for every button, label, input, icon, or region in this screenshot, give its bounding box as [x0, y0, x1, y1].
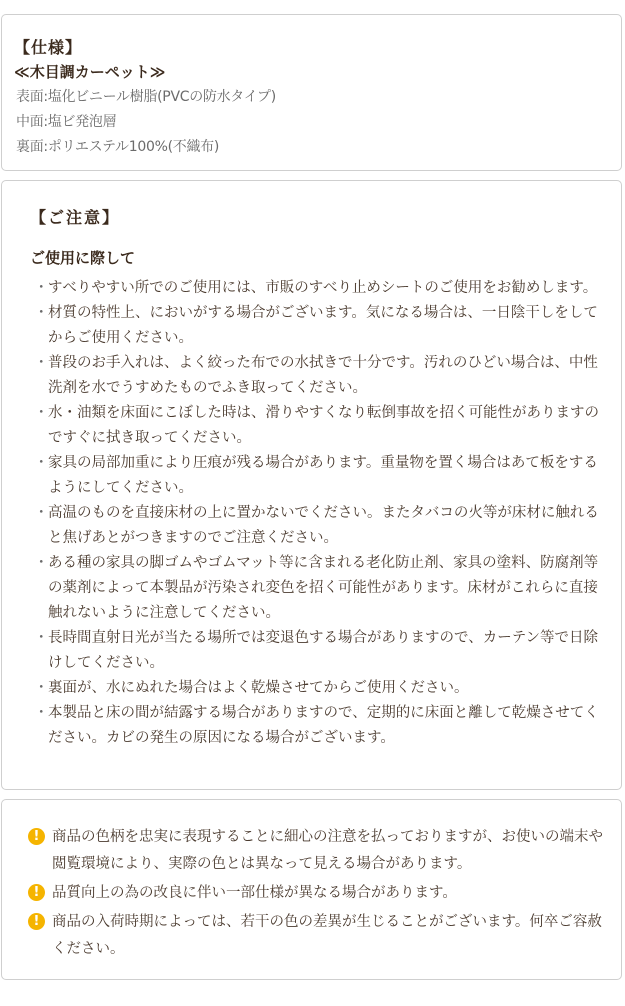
- caution-heading: 【ご注意】: [30, 208, 121, 227]
- caution-list: [32, 276, 612, 751]
- notice-item: ! 品質向上の為の改良に伴い一部仕様が異なる場合があります。: [28, 880, 608, 907]
- caution-item: ・ すべりやすい所でのご使用には、市販のすべり止めシートのご使用をお勧めします。: [32, 276, 612, 301]
- bullet-dot: ・: [34, 455, 49, 471]
- caution-subheading: ご使用に際して: [30, 249, 136, 267]
- bullet-dot: ・: [34, 505, 49, 521]
- warning-icon: !: [28, 913, 45, 930]
- warning-icon: !: [28, 884, 45, 901]
- notice-item: ! 商品の入荷時期によっては、若干の色の差異が生じることがございます。何卒ご容赦ください。: [28, 909, 608, 963]
- notice-list: [28, 824, 608, 965]
- bullet-dot: ・: [34, 355, 49, 371]
- caution-item: ・ 裏面が、水にぬれた場合はよく乾燥させてからご使用ください。: [32, 676, 612, 701]
- bullet-dot: ・: [34, 280, 49, 296]
- bullet-dot: ・: [34, 630, 49, 646]
- spec-line-surface: 表面:塩化ビニール樹脂(PVCの防水タイプ): [16, 89, 276, 105]
- caution-item: ・ 高温のものを直接床材の上に置かないでください。またタバコの火等が床材に触れると焦げあとがつきますのでご注意ください。: [32, 501, 612, 551]
- spec-line-back: 裏面:ポリエステル100%(不織布): [16, 139, 220, 155]
- caution-item: ・ 家具の局部加重により圧痕が残る場合があります。重量物を置く場合はあて板をするようにしてください。: [32, 451, 612, 501]
- caution-item: ・ ある種の家具の脚ゴムやゴムマット等に含まれる老化防止剤、家具の塗料、防腐剤等の薬剤によって本製品が汚染され変色を招く可能性があります。床材がこれらに直接触れないように注意してください。: [32, 551, 612, 626]
- caution-item: ・ 水・油類を床面にこぼした時は、滑りやすくなり転倒事故を招く可能性がありますのですぐに拭き取ってください。: [32, 401, 612, 451]
- spec-line-middle: 中面:塩ビ発泡層: [16, 114, 117, 130]
- caution-item: ・ 材質の特性上、においがする場合がございます。気になる場合は、一日陰干しをしてからご使用ください。: [32, 301, 612, 351]
- warning-icon: !: [28, 828, 45, 845]
- caution-item: ・ 本製品と床の間が結露する場合がありますので、定期的に床面と離して乾燥させてください。カビの発生の原因になる場合がございます。: [32, 701, 612, 751]
- bullet-dot: ・: [34, 680, 49, 696]
- bullet-dot: ・: [34, 555, 49, 571]
- caution-item: ・ 長時間直射日光が当たる場所では変退色する場合がありますので、カーテン等で日除けしてください。: [32, 626, 612, 676]
- notice-item: ! 商品の色柄を忠実に表現することに細心の注意を払っておりますが、お使いの端末や閲覧環境により、実際の色とは異なって見える場合があります。: [28, 824, 608, 878]
- bullet-dot: ・: [34, 405, 49, 421]
- notice-box: [1, 799, 622, 980]
- caution-box: [1, 180, 622, 790]
- caution-item: ・ 普段のお手入れは、よく絞った布での水拭きで十分です。汚れのひどい場合は、中性洗剤を水でうすめたものでふき取ってください。: [32, 351, 612, 401]
- spec-heading: 【仕様】: [14, 38, 83, 57]
- spec-box: [1, 14, 622, 171]
- bullet-dot: ・: [34, 305, 49, 321]
- bullet-dot: ・: [34, 705, 49, 721]
- spec-subheading: ≪木目調カーペット≫: [14, 63, 166, 81]
